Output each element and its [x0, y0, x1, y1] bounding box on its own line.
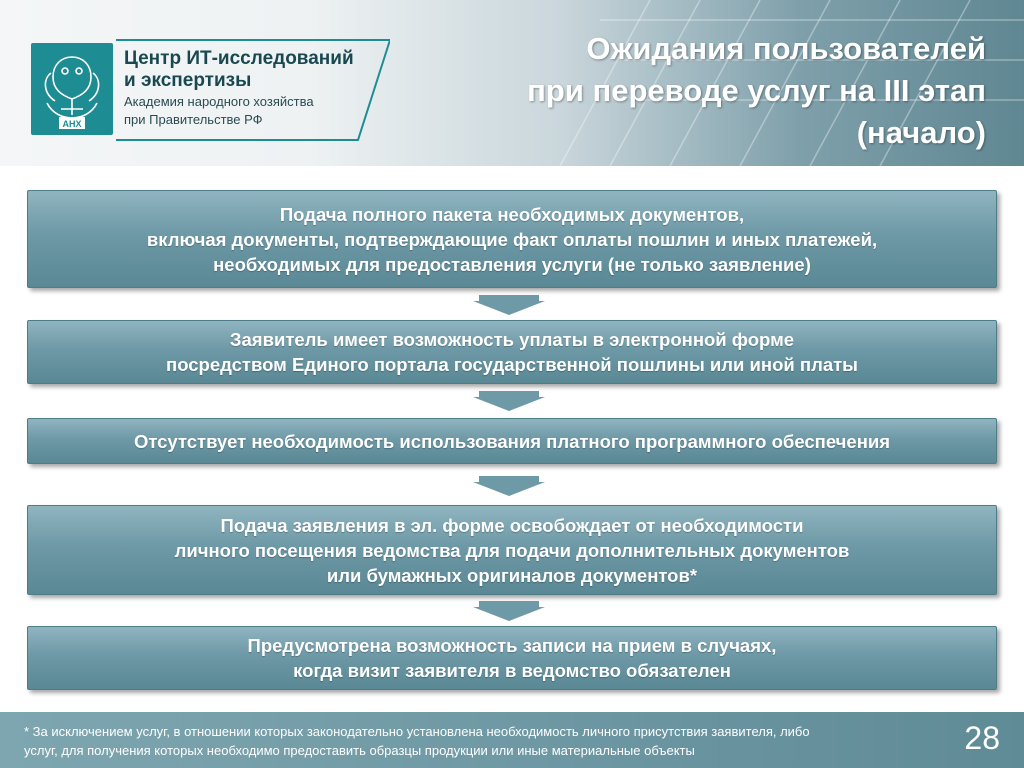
step-box: [27, 505, 997, 595]
step-text-line: Подача полного пакета необходимых документов,: [279, 203, 745, 225]
logo-title-line: и экспертизы: [124, 70, 252, 91]
footnote-line: услуг, для получения которых необходимо предоставить образцы продукции или иные материальные объекты: [24, 743, 695, 758]
step-text-line: Подача заявления в эл. форме освобождает от необходимости: [220, 514, 804, 536]
logo-subtitle-line: при Правительстве РФ: [124, 112, 263, 127]
step-box: [27, 626, 997, 690]
step-text-line: Заявитель имеет возможность уплаты в электронной форме: [229, 329, 795, 350]
step-text-line: включая документы, подтверждающие факт оплаты пошлин и иных платежей,: [146, 228, 878, 250]
step-text-line: посредством Единого портала государственной пошлины или иной платы: [166, 354, 858, 375]
down-arrow-icon: [473, 391, 545, 411]
slide-title-line: (начало): [856, 115, 986, 150]
logo-title-line: Центр ИТ-исследований: [124, 48, 354, 69]
step-text-line: Отсутствует необходимость использования платного программного обеспечения: [133, 430, 891, 452]
slide-title-line: при переводе услуг на III этап: [527, 73, 986, 108]
slide-footer: [0, 712, 1024, 768]
logo: [28, 38, 390, 142]
emblem-label: АНХ: [62, 119, 82, 129]
step-text-line: личного посещения ведомства для подачи дополнительных документов: [174, 539, 850, 561]
footnote: [24, 722, 810, 760]
step-box: [27, 320, 997, 384]
logo-subtitle: [124, 93, 314, 129]
logo-subtitle-line: Академия народного хозяйства: [124, 94, 314, 109]
emblem-icon: [31, 43, 113, 135]
step-text-line: или бумажных оригиналов документов*: [326, 564, 698, 586]
step-box: [27, 190, 997, 288]
step-text-line: когда визит заявителя в ведомство обязателен: [293, 660, 731, 681]
slide-header: [0, 0, 1024, 166]
down-arrow-icon: [473, 601, 545, 621]
step-box: [27, 418, 997, 464]
down-arrow-icon: [473, 476, 545, 496]
step-text-line: необходимых для предоставления услуги (не только заявление): [213, 253, 811, 275]
step-text-line: Предусмотрена возможность записи на прием в случаях,: [247, 635, 777, 656]
logo-title: [124, 48, 354, 92]
down-arrow-icon: [473, 295, 545, 315]
slide-title-line: Ожидания пользователей: [586, 31, 986, 66]
footnote-line: * За исключением услуг, в отношении которых законодательно установлена необходимость личного присутствия заявителя, либо: [24, 724, 810, 739]
slide-title: [527, 28, 986, 154]
page-number: 28: [964, 720, 1000, 756]
